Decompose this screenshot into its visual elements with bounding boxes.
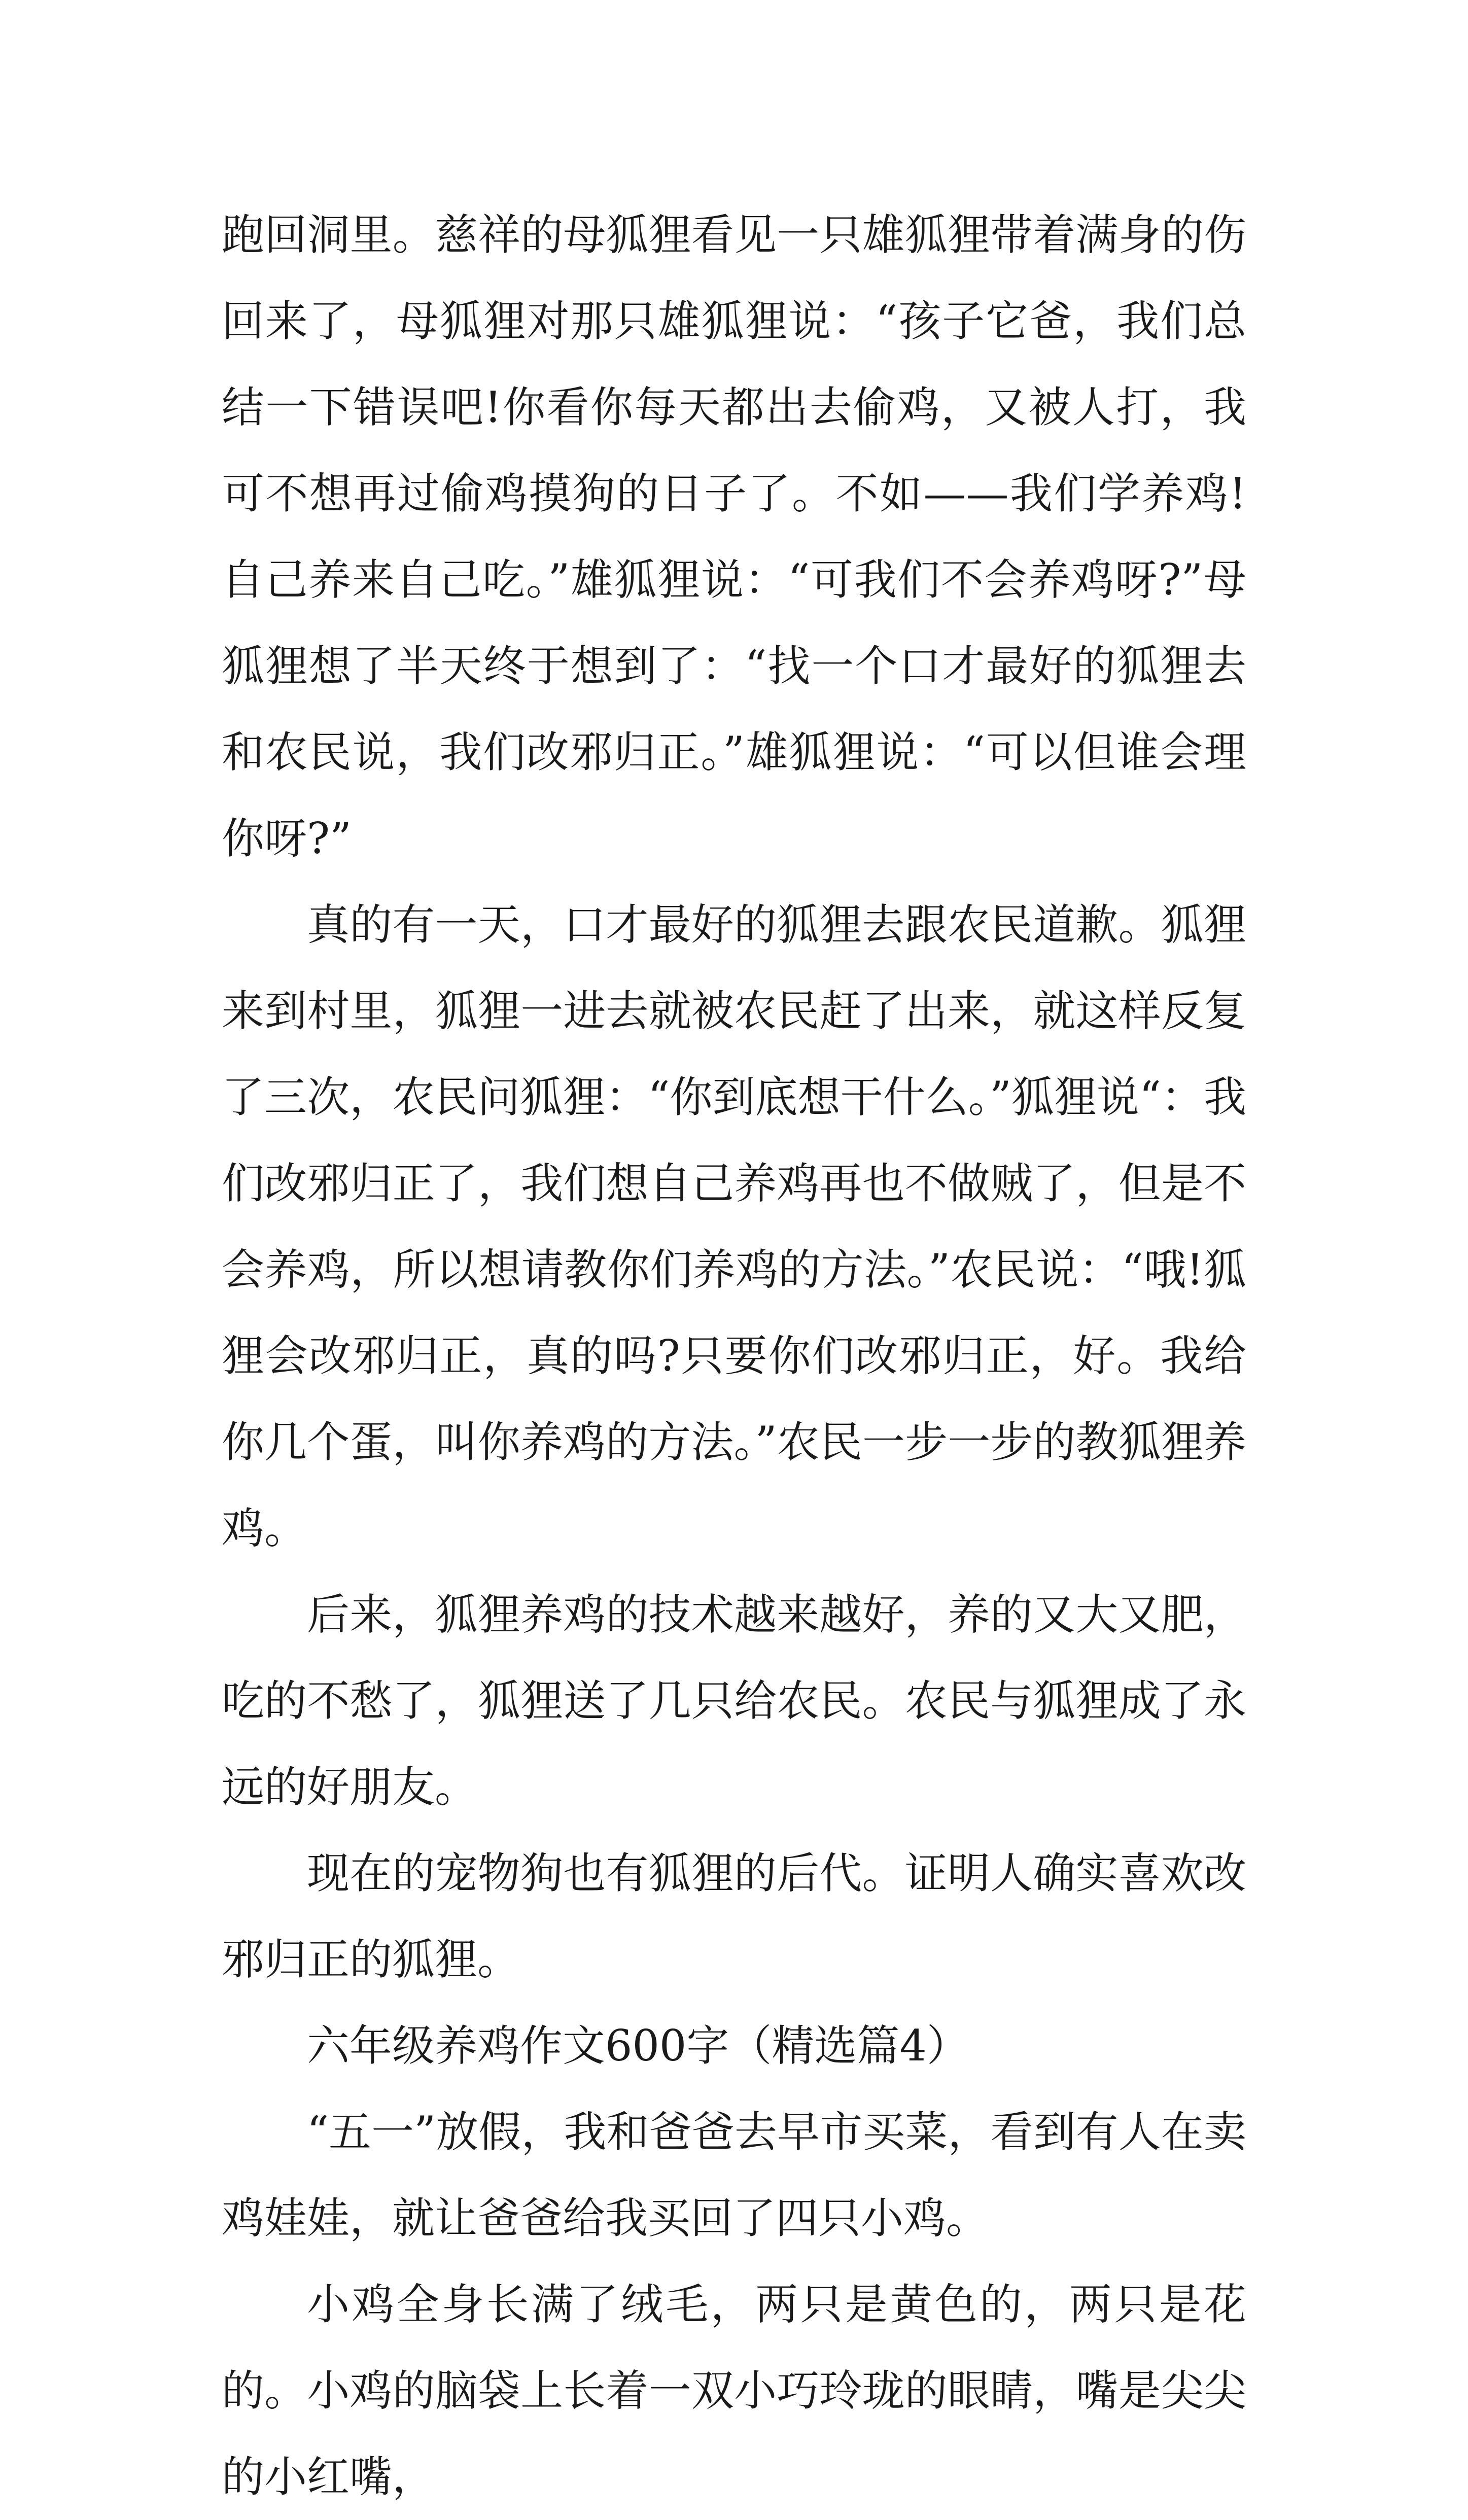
paragraph-4: 现在的宠物狗也有狐狸的后代。证明人确实喜欢改邪归正的狐狸。 xyxy=(222,1848,1246,1984)
article-body xyxy=(222,192,1246,2520)
paragraph-6: “五一”放假，我和爸爸去早市买菜，看到有人在卖鸡娃娃，就让爸爸给我买回了四只小鸡。 xyxy=(222,2107,1246,2243)
paragraph-7: 小鸡全身长满了绒毛，两只是黄色的，两只是花的。小鸡的脑袋上长着一双小巧玲珑的眼睛，嘴是尖尖的小红嘴， xyxy=(222,2280,1246,2502)
section-heading: 六年级养鸡作文600字（精选篇4） xyxy=(307,2021,969,2071)
paragraph-3: 后来，狐狸养鸡的技术越来越好，养的又大又肥，吃的不愁了，狐狸送了几只给农民。农民与狐狸成了永远的好朋友。 xyxy=(222,1590,1246,1812)
paragraph-2: 真的有一天，口才最好的狐狸去跟农民道歉。狐狸来到村里，狐狸一进去就被农民赶了出来，就这样反复了三次，农民问狐狸：“你到底想干什么。”狐狸说“：我们改邪归正了，我们想自己养鸡再也不做贼了，但是不会养鸡，所以想请教你们养鸡的方法。”农民说：“哦!狐狸会改邪归正，真的吗?只要你们改邪归正，好。我给你几个蛋，叫你养鸡的方法。”农民一步一步的教狐狸养鸡。 xyxy=(222,900,1246,1553)
paragraph-1: 跑回洞里。慈祥的母狐狸看见一只雄狐狸带着满身的伤回来了，母狐狸对那只雄狐狸说：“孩子它爸，我们总结一下错误吧!你看你每天都出去偷鸡，又被人打，我可不想再过偷鸡摸狗的日子了。不如——我们学养鸡!自己养来自己吃。”雄狐狸说：“可我们不会养鸡呀?”母狐狸想了半天终于想到了：“找一个口才最好的狐狸去和农民说，我们改邪归正。”雄狐狸说：“可以但谁会理你呀?” xyxy=(222,210,1246,863)
